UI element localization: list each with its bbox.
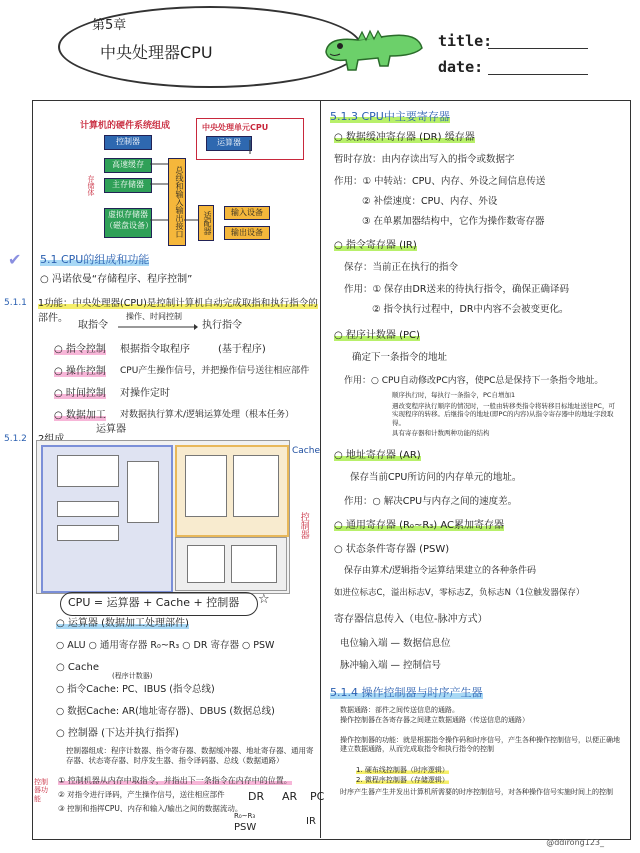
func-instruction-control: ○ 指令控制 — [54, 344, 106, 355]
timing-generator — [187, 545, 225, 583]
chapter-subject: 中央处理器CPU — [100, 43, 213, 62]
alu-unit — [57, 455, 119, 487]
dr-role-3: ③ 在单累加器结构中，它作为操作数寄存器 — [362, 216, 545, 227]
func-instruction-desc: 根据指令取程序 — [120, 344, 190, 355]
alu-heading: ○ 运算器 (数据加工处理部件) — [56, 618, 189, 629]
controller-composition: 控制器组成：程序计数器、指令寄存器、数据缓冲器、地址寄存器、通用寄存器、状态寄存器、时序发生器、指令译码器、总线（数据通路） — [66, 746, 314, 766]
function-definition: 1功能：中央处理器(CPU)是控制计算机自动完成取指和执行指令的 — [38, 298, 318, 309]
pc-sequential: 顺序执行时，每执行一条指令，PC自增加1 — [392, 391, 516, 399]
author-credit: @ddirong123_ — [546, 838, 604, 847]
bottom-r: R₀~R₃ — [234, 812, 256, 820]
psw-store: 保存由算术/逻辑指令运算结果建立的各种条件码 — [344, 566, 537, 576]
datapath-build: 操作控制器在各寄存器之间建立数据通路（传送信息的通路） — [340, 716, 529, 724]
output-device-box: 输出设备 — [224, 226, 270, 240]
general-register-heading: ○ 通用寄存器 (R₀~R₃) AC累加寄存器 — [334, 520, 505, 531]
check-mark-icon: ✔ — [8, 250, 22, 269]
dr-role-1: 作用：① 中转站：CPU、内存、外设之间信息传送 — [334, 176, 546, 187]
adapter-box: 适配器 — [198, 205, 214, 241]
flow-execute: 执行指令 — [202, 320, 242, 331]
controller-function: 操作控制器的功能：就是根据指令操作码和时序信号，产生各种操作控制信号，以便正确地建立数据通路，从而完成取指令和执行指令的控制 — [340, 736, 620, 754]
bottom-ir: IR — [306, 816, 316, 827]
func-time-control: ○ 时间控制 — [54, 388, 106, 399]
pc-purpose: 确定下一条指令的地址 — [352, 352, 448, 363]
ar-role: 作用：○ 解决CPU与内存之间的速度差。 — [344, 496, 518, 507]
datapath-definition: 数据通路：部件之间传送信息的通路。 — [340, 706, 459, 714]
instruction-cache — [185, 455, 227, 517]
alu-components: ○ ALU ○ 通用寄存器 R₀~R₃ ○ DR 寄存器 ○ PSW — [56, 640, 275, 651]
diagram-title: 计算机的硬件系统组成 — [80, 121, 171, 131]
diagram-arrows — [150, 140, 270, 250]
storage-label: 存储体 — [87, 175, 95, 196]
instruction-cache-line: ○ 指令Cache: PC、IBUS (指令总线) — [56, 684, 215, 695]
func-instruction-note: (基于程序) — [218, 344, 266, 355]
ar-heading: ○ 地址寄存器 (AR) — [334, 450, 421, 461]
func-time-desc: 对操作定时 — [120, 388, 170, 399]
controller-box: 控制器 — [104, 135, 152, 150]
bottom-pc: PC — [310, 790, 325, 803]
date-line — [488, 74, 588, 75]
controller-function-3: ③ 控制和指挥CPU、内存和输入/输出之间的数据流动。 — [58, 804, 243, 813]
psw-register — [57, 501, 119, 517]
cpu-formula: CPU = 运算器 + Cache + 控制器 — [68, 596, 240, 609]
controller-side-label: 控制器 — [298, 512, 309, 539]
bottom-psw: PSW — [234, 822, 257, 833]
data-cache — [233, 455, 279, 517]
flow-control: 操作、时间控制 — [126, 312, 182, 321]
section-5-1-4-title: 5.1.4 操作控制器与时序产生器 — [330, 686, 483, 699]
cpu-label: 中央处理单元CPU — [202, 123, 269, 132]
signal-title: 寄存器信息传入（电位-脉冲方式） — [334, 614, 488, 625]
data-cache-line: ○ 数据Cache: AR(地址寄存器)、DBUS (数据总线) — [56, 706, 275, 717]
signal-level: 电位输入端 — 数据信息位 — [340, 638, 451, 649]
dr-register — [57, 525, 119, 541]
cache-side-label: Cache — [292, 446, 320, 456]
von-neumann-line: ○ 冯诺依曼“存储程序、程序控制” — [40, 274, 193, 285]
function-definition-cont: 部件。 — [38, 313, 68, 324]
dr-role-2: ② 补偿速度：CPU、内存、外设 — [362, 196, 498, 207]
cache-note: (程序计数器) — [112, 672, 153, 680]
psw-heading: ○ 状态条件寄存器 (PSW) — [334, 544, 450, 555]
controller-function-1: ① 控制机器从内存中取指令，并指出下一条指令在内存中的位置。 — [58, 776, 292, 785]
controller-function-2: ② 对指令进行译码，产生操作信号，送往相应部件 — [58, 790, 225, 799]
alu-box: 运算器 — [206, 136, 252, 151]
section-5-1-2-number: 5.1.2 — [4, 434, 27, 444]
ar-store: 保存当前CPU所访问的内存单元的地址。 — [350, 472, 522, 483]
timing-generator-desc: 时序产生器产生并发出计算机所需要的时序控制信号，对各种操作信号实施时间上的控制 — [340, 788, 613, 796]
cache-box: 高速缓存 — [104, 158, 152, 173]
ir-role-1: 作用：① 保存由DR送来的待执行指令，确保正确译码 — [344, 284, 569, 295]
flow-fetch: 取指令 — [78, 320, 108, 331]
bus-box: 总线和输入输出接口 — [168, 158, 186, 246]
func-data-desc: 对数据执行算术/逻辑运算处理（根本任务） — [120, 410, 295, 420]
psw-flags: 如进位标志C，溢出标志V，零标志Z，负标志N（1位触发器保存） — [334, 588, 585, 598]
flow-arrow — [118, 324, 198, 330]
chapter-number: 第5章 — [92, 18, 127, 33]
controller-heading: ○ 控制器 (下达并执行指挥) — [56, 728, 179, 739]
column-divider — [320, 100, 321, 838]
main-memory-box: 主存储器 — [104, 178, 152, 193]
cache-heading: ○ Cache — [56, 662, 100, 673]
section-5-1-3-title: 5.1.3 CPU中主要寄存器 — [330, 110, 450, 123]
pc-structure: 具有寄存器和计数两种功能的结构 — [392, 429, 490, 437]
alu-side-label: 运算器 — [96, 424, 126, 435]
register-file — [127, 461, 159, 523]
func-operation-control: ○ 操作控制 — [54, 366, 106, 377]
ir-heading: ○ 指令寄存器 (IR) — [334, 240, 417, 251]
hardwired-controller: 1. 硬布线控制器（时序逻辑） — [356, 766, 449, 774]
pc-jump: 遇改变程序执行顺序的情况时，一般由转移类指令将转移目标地址送往PC，可实现程序的转移。后继指令的地址(即PC的内容)从指令寄存器中的地址字段取得。 — [392, 402, 615, 427]
ir-role-2: ② 指令执行过程中，DR中内容不会被变更化。 — [372, 304, 569, 315]
func-data-processing: ○ 数据加工 — [54, 410, 106, 421]
pc-role: 作用：○ CPU自动修改PC内容，使PC总是保持下一条指令地址。 — [344, 376, 604, 386]
bottom-dr: DR — [248, 790, 265, 803]
ir-store: 保存：当前正在执行的指令 — [344, 262, 459, 273]
section-5-1-title: 5.1 CPU的组成和功能 — [40, 253, 150, 266]
title-label: title: — [438, 32, 493, 50]
func-operation-desc: CPU产生操作信号，并把操作信号送往相应部件 — [120, 366, 310, 376]
star-icon: ☆ — [258, 592, 270, 607]
dr-heading: ○ 数据缓冲寄存器 (DR) 缓存器 — [334, 132, 475, 143]
virtual-memory-box: 虚拟存储器（磁盘设备） — [104, 208, 152, 238]
controller-function-title: 控制器功能 — [34, 778, 48, 803]
input-device-box: 输入设备 — [224, 206, 270, 220]
signal-pulse: 脉冲输入端 — 控制信号 — [340, 660, 442, 671]
dr-store: 暂时存放：由内存读出写入的指令或数据字 — [334, 154, 515, 165]
section-5-1-1-number: 5.1.1 — [4, 298, 27, 308]
bottom-ar: AR — [282, 790, 298, 803]
pc-heading: ○ 程序计数器 (PC) — [334, 330, 420, 341]
microprogram-controller: 2. 微程序控制器（存储逻辑） — [356, 776, 449, 784]
cpu-architecture-diagram — [36, 440, 290, 594]
date-label: date: — [438, 58, 484, 76]
title-line — [488, 48, 588, 49]
crocodile-icon — [318, 22, 430, 82]
instruction-decoder — [231, 545, 277, 583]
